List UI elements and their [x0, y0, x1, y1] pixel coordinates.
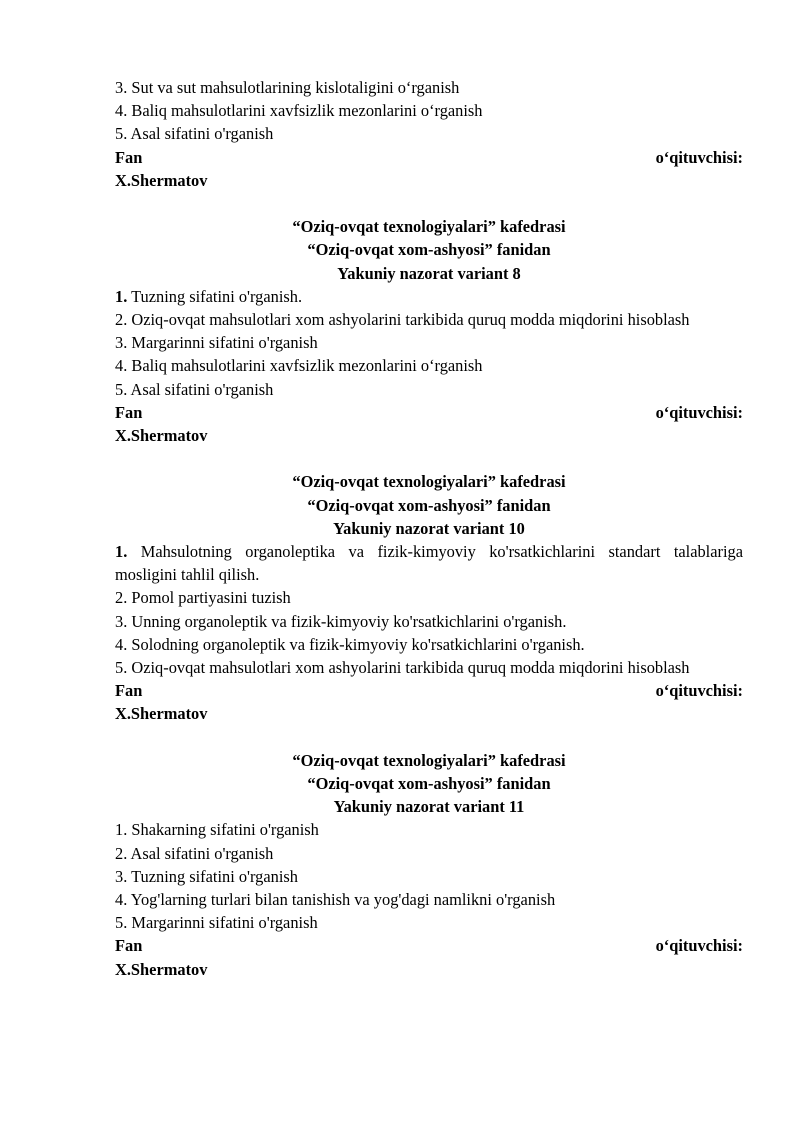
task-item: 3. Tuzning sifatini o'rganish — [115, 866, 298, 886]
task-number: 1. — [115, 542, 128, 562]
signature-right: o‘qituvchisi: — [655, 147, 743, 167]
signature-name: X.Shermatov — [115, 704, 208, 724]
task-item — [115, 540, 743, 586]
subject-heading: “Oziq-ovqat xom-ashyosi” fanidan — [307, 774, 551, 794]
variant-section — [115, 215, 743, 447]
variant-title: Yakuniy nazorat variant 10 — [333, 518, 525, 538]
variant-title: Yakuniy nazorat variant 8 — [337, 263, 521, 283]
signature-right: o‘qituvchisi: — [655, 936, 743, 956]
intro-item: 3. Sut va sut mahsulotlarining kislotaligini o‘rganish — [115, 78, 460, 97]
task-item: 1. Shakarning sifatini o'rganish — [115, 820, 319, 840]
task-item: 2. Asal sifatini o'rganish — [115, 843, 274, 863]
signature-row — [115, 679, 743, 702]
task-item: 4. Solodning organoleptik va fizik-kimyoviy ko'rsatkichlarini o'rganish. — [115, 634, 585, 654]
task-item: 5. Margarinni sifatini o'rganish — [115, 913, 318, 933]
task-item: 5. Asal sifatini o'rganish — [115, 379, 274, 399]
subject-heading: “Oziq-ovqat xom-ashyosi” fanidan — [307, 240, 551, 260]
department-heading: “Oziq-ovqat texnologiyalari” kafedrasi — [292, 217, 566, 237]
signature-row — [115, 401, 743, 424]
variant-section — [115, 749, 743, 981]
signature-right: o‘qituvchisi: — [655, 402, 743, 422]
signature-name: X.Shermatov — [115, 426, 208, 446]
subject-heading: “Oziq-ovqat xom-ashyosi” fanidan — [307, 495, 551, 515]
department-heading: “Oziq-ovqat texnologiyalari” kafedrasi — [292, 750, 566, 770]
signature-right: o‘qituvchisi: — [655, 681, 743, 701]
variant-section — [115, 470, 743, 725]
task-item — [115, 285, 743, 308]
signature-left: Fan — [115, 936, 143, 956]
intro-item: 5. Asal sifatini o'rganish — [115, 124, 274, 144]
task-number: 1. — [115, 286, 128, 306]
variant-title: Yakuniy nazorat variant 11 — [333, 797, 525, 817]
task-item: 5. Oziq-ovqat mahsulotlari xom ashyolarini tarkibida quruq modda miqdorini hisoblash — [115, 658, 690, 678]
signature-row — [115, 934, 743, 957]
task-item: 3. Unning organoleptik va fizik-kimyoviy ko'rsatkichlarini o'rganish. — [115, 611, 567, 631]
task-item: 4. Baliq mahsulotlarini xavfsizlik mezonlarini o‘rganish — [115, 356, 483, 376]
signature-left: Fan — [115, 147, 143, 167]
task-item: 2. Pomol partiyasini tuzish — [115, 588, 291, 608]
signature-left: Fan — [115, 402, 143, 422]
intro-item: 4. Baliq mahsulotlarini xavfsizlik mezonlarini o‘rganish — [115, 101, 483, 121]
signature-name: X.Shermatov — [115, 959, 208, 979]
task-item: 2. Oziq-ovqat mahsulotlari xom ashyolarini tarkibida quruq modda miqdorini hisoblash — [115, 310, 690, 330]
task-item: 4. Yog'larning turlari bilan tanishish va yog'dagi namlikni o'rganish — [115, 890, 556, 910]
signature-row — [115, 146, 743, 169]
intro-section — [115, 76, 743, 192]
document-page — [115, 76, 743, 981]
signature-name: X.Shermatov — [115, 170, 208, 190]
department-heading: “Oziq-ovqat texnologiyalari” kafedrasi — [292, 472, 566, 492]
task-text: Mahsulotning organoleptika va fizik-kimyoviy ko'rsatkichlarini standart talablariga mosligini tahlil qilish. — [115, 542, 743, 585]
signature-left: Fan — [115, 681, 143, 701]
task-text: Tuzning sifatini o'rganish. — [127, 286, 303, 306]
task-item: 3. Margarinni sifatini o'rganish — [115, 333, 318, 353]
